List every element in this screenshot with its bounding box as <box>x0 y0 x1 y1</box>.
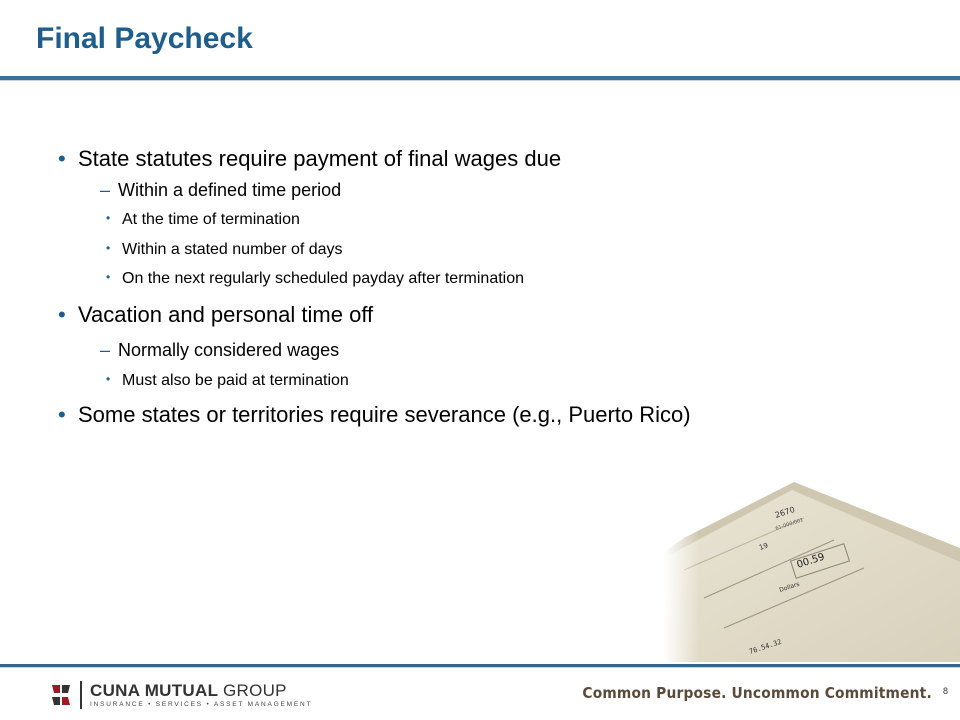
bullet-item <box>100 180 341 201</box>
bullet-item <box>58 302 373 328</box>
logo-divider <box>80 681 82 709</box>
page-number: 8 <box>942 686 948 696</box>
bullet-text: Must also be paid at termination <box>122 372 349 389</box>
bullet-text: On the next regularly scheduled payday after termination <box>122 270 525 287</box>
bullet-item <box>106 241 343 259</box>
bullet-marker: • <box>58 146 66 171</box>
bullet-marker: • <box>106 241 111 255</box>
bullet-item <box>106 270 524 288</box>
bullet-item <box>58 146 561 172</box>
slide-title: Final Paycheck <box>36 22 253 55</box>
bullet-text: Vacation and personal time off <box>78 302 374 327</box>
check-illustration <box>664 478 960 662</box>
check-fade <box>664 478 960 662</box>
bullet-marker: • <box>106 270 111 284</box>
company-logo <box>48 680 312 710</box>
check-photo <box>664 478 960 662</box>
bullet-text: Within a defined time period <box>118 180 342 200</box>
footer-divider <box>0 664 960 667</box>
logo-subtitle: INSURANCE • SERVICES • ASSET MANAGEMENT <box>90 700 313 708</box>
logo-name-bold: CUNA MUTUAL <box>90 680 218 700</box>
footer-tagline: Common Purpose. Uncommon Commitment. <box>582 684 932 702</box>
bullet-marker: • <box>58 302 66 327</box>
title-divider <box>0 76 960 80</box>
bullet-marker: • <box>58 402 66 427</box>
bullet-marker: • <box>106 372 111 386</box>
bullet-item <box>106 211 300 229</box>
logo-name <box>90 682 312 700</box>
bullet-marker: – <box>100 180 111 200</box>
bullet-item <box>106 372 349 390</box>
bullet-text: State statutes require payment of final wages due <box>78 146 562 171</box>
logo-emblem-icon <box>48 681 74 709</box>
bullet-marker: • <box>106 211 111 225</box>
logo-text <box>90 682 312 709</box>
bullet-text: Some states or territories require severance (e.g., Puerto Rico) <box>78 402 691 427</box>
bullet-text: Normally considered wages <box>118 340 340 360</box>
bullet-item <box>58 402 691 428</box>
bullet-marker: – <box>100 340 111 360</box>
bullet-item <box>100 340 339 361</box>
bullet-text: At the time of termination <box>122 211 300 228</box>
logo-name-regular: GROUP <box>222 680 287 700</box>
bullet-text: Within a stated number of days <box>122 241 343 258</box>
